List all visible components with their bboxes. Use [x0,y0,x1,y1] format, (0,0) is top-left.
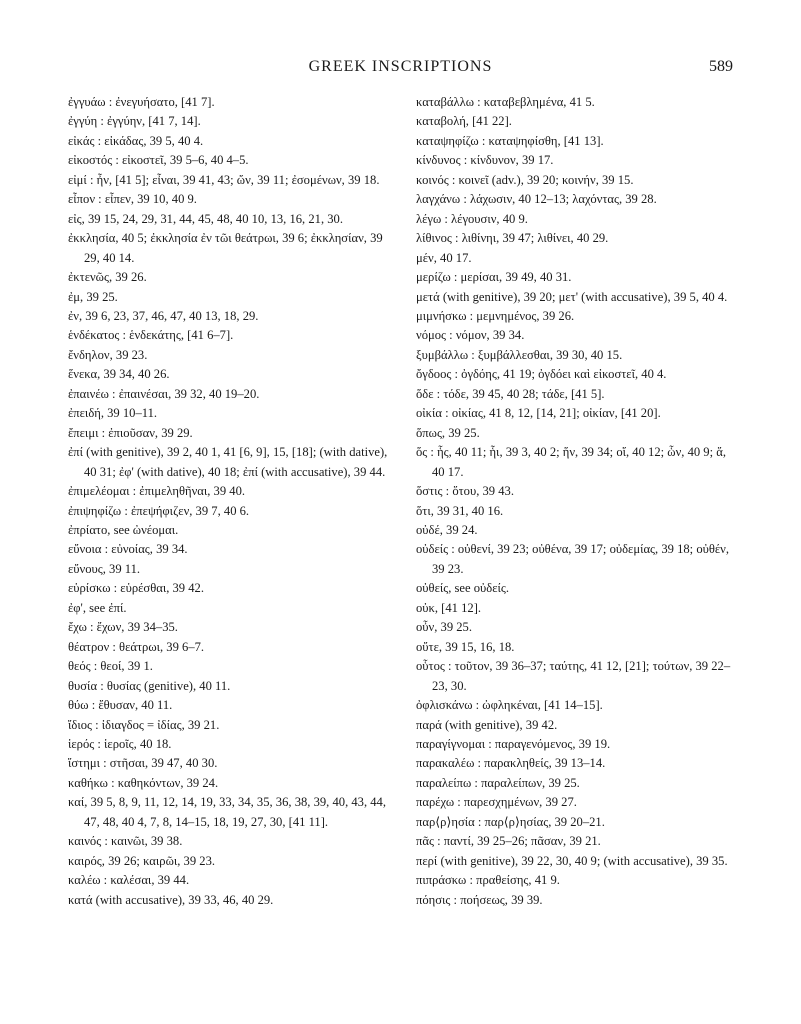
index-entry: παρά (with genitive), 39 42. [416,717,558,732]
index-entry: ἕνεκα, 39 34, 40 26. [68,367,170,382]
index-entry: περί (with genitive), 39 22, 30, 40 9; (with accusative), 39 35. [416,853,728,868]
index-entry: ἐπί (with genitive), 39 2, 40 1, 41 [6, 9], 15, [18]; (with dative), 40 31; ἐφ' (with dative), 40 18; ἐπί (with accusative), 39 44. [68,445,388,479]
index-entry: παραλείπω : παραλείπων, 39 25. [416,775,580,790]
index-entry: εἰκάς : εἰκάδας, 39 5, 40 4. [68,133,204,148]
index-entry: παρακαλέω : παρακληθείς, 39 13–14. [416,756,606,771]
index-entry: ὅτι, 39 31, 40 16. [416,503,504,518]
index-entry: θεός : θεοί, 39 1. [68,659,153,674]
index-entry: εἰκοστός : εἰκοστεῖ, 39 5–6, 40 4–5. [68,153,249,168]
index-entry: θυσία : θυσίας (genitive), 40 11. [68,678,231,693]
index-entry: ἔπειμι : ἐπιοῦσαν, 39 29. [68,425,193,440]
index-entry: παρ⟨ρ⟩ησία : παρ⟨ρ⟩ησίας, 39 20–21. [416,814,605,829]
index-entry: ὄγδοος : ὀγδόης, 41 19; ὀγδόει καὶ εἰκοστεῖ, 40 4. [416,367,667,382]
index-entry: καθήκω : καθηκόντων, 39 24. [68,775,219,790]
index-entry: οὗτος : τοῦτον, 39 36–37; ταύτης, 41 12, [21]; τούτων, 39 22–23, 30. [416,659,731,693]
index-entry: ἐν, 39 6, 23, 37, 46, 47, 40 13, 18, 29. [68,308,259,323]
index-entry: εἶπον : εἶπεν, 39 10, 40 9. [68,192,197,207]
index-entry: οὐθείς, see οὐδείς. [416,581,510,596]
index-entry: καλέω : καλέσαι, 39 44. [68,873,190,888]
index-entry: ἐπρίατο, see ὠνέομαι. [68,522,179,537]
index-entry: ὅπως, 39 25. [416,425,480,440]
index-entry: θύω : ἔθυσαν, 40 11. [68,698,173,713]
index-entry: πᾶς : παντί, 39 25–26; πᾶσαν, 39 21. [416,834,601,849]
index-entry: ἐπειδή, 39 10–11. [68,406,158,421]
index-entry: μιμνήσκω : μεμνημένος, 39 26. [416,308,575,323]
index-entry: οὐδέ, 39 24. [416,522,478,537]
index-entry: ἐμ, 39 25. [68,289,118,304]
index-entry: ὅς : ἧς, 40 11; ἧι, 39 3, 40 2; ἥν, 39 34; οἵ, 40 12; ὧν, 40 9; ἅ, 40 17. [416,445,726,479]
index-entry: οὐδείς : οὐθενί, 39 23; οὐθένα, 39 17; οὐδεμίας, 39 18; οὐθέν, 39 23. [416,542,730,576]
index-entry: ἐφ', see ἐπί. [68,600,127,615]
right-column [416,93,734,910]
index-entry: καινός : καινῶι, 39 38. [68,834,183,849]
index-entry: εὔνοια : εὐνοίας, 39 34. [68,542,188,557]
index-entry: εὔνους, 39 11. [68,561,141,576]
index-entry: κατά (with accusative), 39 33, 46, 40 29. [68,892,274,907]
index-entry: ἐκκλησία, 40 5; ἐκκλησία ἐν τῶι θεάτρωι, 39 6; ἐκκλησίαν, 39 29, 40 14. [68,231,383,265]
index-entry: ἱερός : ἱεροῖς, 40 18. [68,736,172,751]
index-entry: ἑνδέκατος : ἑνδεκάτης, [41 6–7]. [68,328,234,343]
index-entry: λέγω : λέγουσιν, 40 9. [416,211,528,226]
index-entry: καταβολή, [41 22]. [416,114,512,129]
index-entry: εἰς, 39 15, 24, 29, 31, 44, 45, 48, 40 10, 13, 16, 21, 30. [68,211,343,226]
left-column [68,93,392,910]
index-entry: ἐπαινέω : ἐπαινέσαι, 39 32, 40 19–20. [68,386,260,401]
index-entry: μερίζω : μερίσαι, 39 49, 40 31. [416,270,572,285]
index-entry: ἐκτενῶς, 39 26. [68,270,147,285]
index-entry: παραγίγνομαι : παραγενόμενος, 39 19. [416,736,611,751]
index-entry: κοινός : κοινεῖ (adv.), 39 20; κοινήν, 39 15. [416,172,634,187]
index-entry: ἴδιος : ἰδιαγδος = ἰδίας, 39 21. [68,717,220,732]
index-entry: ἔνδηλον, 39 23. [68,347,148,362]
index-entry: ἐγγυάω : ἐνεγυήσατο, [41 7]. [68,95,215,109]
index-entry: ἐπιψηφίζω : ἐπεψήφιζεν, 39 7, 40 6. [68,503,250,518]
index-entry: λαγχάνω : λάχωσιν, 40 12–13; λαχόντας, 39 28. [416,192,657,207]
index-entry: εἰμί : ἦν, [41 5]; εἶναι, 39 41, 43; ὤν, 39 11; ἐσομένων, 39 18. [68,172,380,187]
index-entry: ὅστις : ὅτου, 39 43. [416,484,514,499]
index-entry: καταβάλλω : καταβεβλημένα, 41 5. [416,95,595,109]
index-entry: ἵστημι : στῆσαι, 39 47, 40 30. [68,756,218,771]
index-entry: κίνδυνος : κίνδυνον, 39 17. [416,153,554,168]
index-entry: οἰκία : οἰκίας, 41 8, 12, [14, 21]; οἰκίαν, [41 20]. [416,406,661,421]
index-entry: καιρός, 39 26; καιρῶι, 39 23. [68,853,216,868]
index-entry: ἐπιμελέομαι : ἐπιμεληθῆναι, 39 40. [68,484,246,499]
index-entry: παρέχω : παρεσχημένων, 39 27. [416,795,577,810]
index-entry: ἔχω : ἔχων, 39 34–35. [68,620,178,635]
index-entry: μετά (with genitive), 39 20; μετ' (with accusative), 39 5, 40 4. [416,289,728,304]
index-entry: ἐγγύη : ἐγγύην, [41 7, 14]. [68,114,201,129]
index-entry: ξυμβάλλω : ξυμβάλλεσθαι, 39 30, 40 15. [416,347,623,362]
index-entry: λίθινος : λιθίνηι, 39 47; λιθίνει, 40 29. [416,231,609,246]
index-entry: οὔτε, 39 15, 16, 18. [416,639,515,654]
running-title: GREEK INSCRIPTIONS [308,58,493,75]
index-entry: πόησις : ποήσεως, 39 39. [416,892,543,907]
index-entry: καταψηφίζω : καταψηφίσθη, [41 13]. [416,133,604,148]
page-number: 589 [709,58,733,75]
index-entry: νόμος : νόμον, 39 34. [416,328,525,343]
index-entry: ὅδε : τόδε, 39 45, 40 28; τάδε, [41 5]. [416,386,605,401]
index-entry: ὀφλισκάνω : ὠφληκέναι, [41 14–15]. [416,698,603,713]
index-entry: καί, 39 5, 8, 9, 11, 12, 14, 19, 33, 34, 35, 36, 38, 39, 40, 43, 44, 47, 48, 40 4, 7, 8, 14–15, 18, 19, 27, 30, [41 11]. [68,795,387,829]
index-entry: οὐκ, [41 12]. [416,600,482,615]
index-entry: οὖν, 39 25. [416,620,473,635]
index-entry: πιπράσκω : πραθείσης, 41 9. [416,873,560,888]
index-entry: μέν, 40 17. [416,250,472,265]
index-entry: εὑρίσκω : εὑρέσθαι, 39 42. [68,581,204,596]
index-entry: θέατρον : θεάτρωι, 39 6–7. [68,639,205,654]
